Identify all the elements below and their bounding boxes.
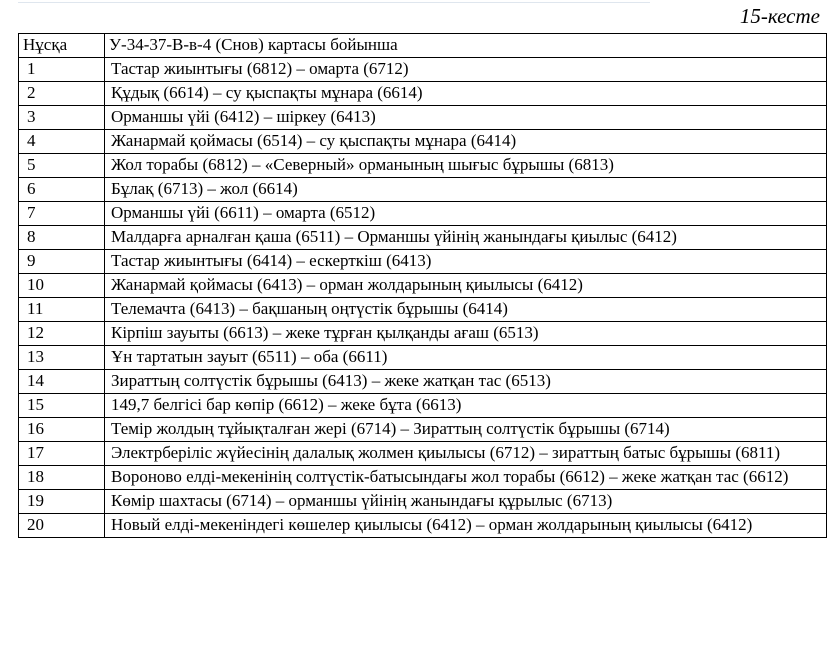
variant-number: 9 <box>19 250 105 274</box>
variant-number: 8 <box>19 226 105 250</box>
table-row <box>19 106 827 130</box>
variant-number: 17 <box>19 442 105 466</box>
table-row <box>19 82 827 106</box>
variant-number: 1 <box>19 58 105 82</box>
route-description: Ұн тартатын зауыт (6511) – оба (6611) <box>105 346 827 370</box>
variant-number: 7 <box>19 202 105 226</box>
variant-number: 12 <box>19 322 105 346</box>
route-description: Жанармай қоймасы (6514) – су қыспақты мұнара (6414) <box>105 130 827 154</box>
table-caption: 15-кесте <box>739 4 820 28</box>
route-description: Жанармай қоймасы (6413) – орман жолдарының қиылысы (6412) <box>105 274 827 298</box>
route-description: Темір жолдың тұйықталған жері (6714) – Зираттың солтүстік бұрышы (6714) <box>105 418 827 442</box>
variant-number: 10 <box>19 274 105 298</box>
table-row <box>19 130 827 154</box>
route-description: Құдық (6614) – су қыспақты мұнара (6614) <box>105 82 827 106</box>
table-row <box>19 442 827 466</box>
table-row <box>19 514 827 538</box>
route-description: Тастар жиынтығы (6812) – омарта (6712) <box>105 58 827 82</box>
variant-number: 5 <box>19 154 105 178</box>
table-row <box>19 298 827 322</box>
header-map: У-34-37-В-в-4 (Снов) картасы бойынша <box>105 34 827 58</box>
top-rule <box>18 2 650 3</box>
variant-number: 15 <box>19 394 105 418</box>
table-row <box>19 58 827 82</box>
table-row <box>19 250 827 274</box>
route-description: Телемачта (6413) – бақшаның оңтүстік бұрышы (6414) <box>105 298 827 322</box>
table-row <box>19 274 827 298</box>
route-description: Новый елді-мекеніндегі көшелер қиылысы (6412) – орман жолдарының қиылысы (6412) <box>105 514 827 538</box>
variant-number: 3 <box>19 106 105 130</box>
route-description: Орманшы үйі (6412) – шіркеу (6413) <box>105 106 827 130</box>
table-row <box>19 466 827 490</box>
table-row <box>19 490 827 514</box>
variant-number: 4 <box>19 130 105 154</box>
route-description: 149,7 белгісі бар көпір (6612) – жеке бұта (6613) <box>105 394 827 418</box>
table-row <box>19 418 827 442</box>
variants-table <box>18 33 827 538</box>
variant-number: 11 <box>19 298 105 322</box>
table-row <box>19 394 827 418</box>
variant-number: 16 <box>19 418 105 442</box>
variant-number: 18 <box>19 466 105 490</box>
variant-number: 13 <box>19 346 105 370</box>
route-description: Электрберіліс жүйесінің далалық жолмен қиылысы (6712) – зираттың батыс бұрышы (6811) <box>105 442 827 466</box>
table-row <box>19 226 827 250</box>
table-header-row <box>19 34 827 58</box>
variant-number: 14 <box>19 370 105 394</box>
table-row <box>19 154 827 178</box>
route-description: Жол торабы (6812) – «Северный» орманының шығыс бұрышы (6813) <box>105 154 827 178</box>
route-description: Кірпіш зауыты (6613) – жеке тұрған қылқанды ағаш (6513) <box>105 322 827 346</box>
route-description: Бұлақ (6713) – жол (6614) <box>105 178 827 202</box>
table-row <box>19 178 827 202</box>
route-description: Малдарға арналған қаша (6511) – Орманшы үйінің жанындағы қиылыс (6412) <box>105 226 827 250</box>
variant-number: 19 <box>19 490 105 514</box>
header-variant: Нұсқа <box>19 34 105 58</box>
table-row <box>19 322 827 346</box>
variant-number: 6 <box>19 178 105 202</box>
table-row <box>19 370 827 394</box>
variant-number: 2 <box>19 82 105 106</box>
table-row <box>19 202 827 226</box>
table-row <box>19 346 827 370</box>
route-description: Көмір шахтасы (6714) – орманшы үйінің жанындағы құрылыс (6713) <box>105 490 827 514</box>
table-body <box>19 58 827 538</box>
route-description: Орманшы үйі (6611) – омарта (6512) <box>105 202 827 226</box>
variant-number: 20 <box>19 514 105 538</box>
route-description: Зираттың солтүстік бұрышы (6413) – жеке жатқан тас (6513) <box>105 370 827 394</box>
route-description: Тастар жиынтығы (6414) – ескерткіш (6413) <box>105 250 827 274</box>
route-description: Вороново елді-мекенінің солтүстік-батысындағы жол торабы (6612) – жеке жатқан тас (6612) <box>105 466 827 490</box>
